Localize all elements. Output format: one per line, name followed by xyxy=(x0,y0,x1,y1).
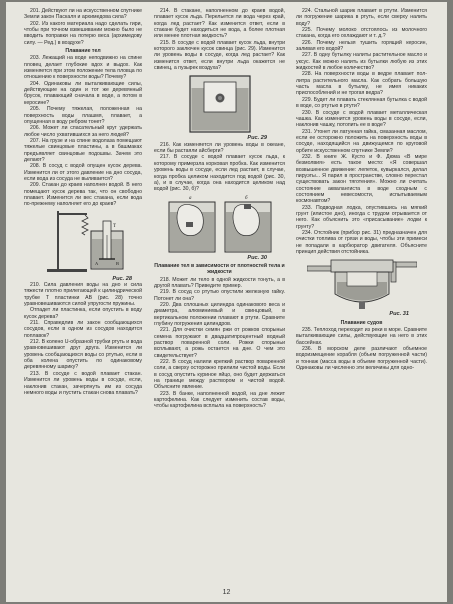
figure-30-label-a: а xyxy=(188,195,191,201)
svg-text:A: A xyxy=(95,260,99,266)
figure-30-label-b: б xyxy=(244,195,248,201)
svg-text:B: B xyxy=(116,260,120,266)
problem-206: 206. Может ли спасательный круг удержать любое число ухватившихся за него людей? xyxy=(24,125,142,138)
column-right xyxy=(296,8,427,372)
figure-29-illustration xyxy=(180,72,260,134)
problem-213: 213. В сосуде с водой плавает стакан. Изменится ли уровень воды в сосуде, если, наклонив стакан, зачерпнуть им из сосуда немного воды и пустить стакан снова плавать? xyxy=(24,370,142,396)
figure-31-caption: Рис. 31 xyxy=(389,311,409,318)
figure-29-caption: Рис. 29 xyxy=(247,135,267,142)
problem-231: 231. Утонет ли латунная гайка, смазанная маслом, если ее осторожно положить на поверхность воды в сосуде, находящийся на движущемся по круговой орбите искусственном спутнике Земли? xyxy=(296,128,427,154)
figure-28-caption: Рис. 28 xyxy=(112,275,132,282)
problem-214: 214. В стакане, наполненном до краев водой, плавает кусок льда. Перельется ли вода через край, когда лед растает? Как изменится ответ, если в стакане будет находиться не вода, а более плотная или менее плотная жидкость? xyxy=(154,8,285,40)
figure-28-illustration xyxy=(33,209,133,275)
problem-235: 235. Теплоход переходит из реки в море. Сравните выталкивающие силы, действующие на него в этих бассейнах. xyxy=(296,327,427,346)
problem-220: 220. Два сплошных цилиндра одинакового веса и диаметра, алюминиевый и свинцовый, в вертикальном положении плавают в ртути. Сравните глубину погружения цилиндров. xyxy=(154,301,285,327)
problem-201: 201. Действуют ли на искусственном спутнике Земли закон Паскаля и архимедова сила? xyxy=(24,8,142,21)
column-left xyxy=(24,8,142,396)
problem-210-question: Отпадет ли пластинка, если опустить в воду кусок дерева? xyxy=(24,307,142,320)
problem-208: 208. В сосуд с водой опущен кусок дерева. Изменится ли от этого давление на дно сосуда, если вода из сосуда не выливается? xyxy=(24,163,142,182)
problem-226: 226. Почему нельзя тушить горящий керосин, заливая его водой? xyxy=(296,39,427,53)
problem-225: 225. Почему молоко отстоялось из молочного стакана, когда его охлаждают и т. д.? xyxy=(296,27,427,40)
problem-223: 223. В банке, наполненной водой, на дне лежит картофелина. Как следует изменить состав воды, чтобы картофелина всплыла на поверхность? xyxy=(154,390,285,410)
section-heading-density: Плавание тел в зависимости от плотностей тела и жидкости xyxy=(154,262,285,276)
figure-30-illustration xyxy=(165,194,275,254)
problem-227: 227. В одну бутылку налиты растительное масло и уксус. Как можно налить из бутылки любую из этих жидкостей в любое количество? xyxy=(296,52,427,72)
problem-229: 229. Будет ли плавать стеклянная бутылка с водой в воде, со ртутью в ртути? xyxy=(296,96,427,110)
problem-224: 224. Стальной шарик плавает в ртути. Изменится ли погружение шарика в ртуть, если сверху налить воду? xyxy=(296,8,427,27)
section-heading-floating: Плавание тел xyxy=(65,48,101,55)
problem-233: 233. Подводная лодка, опустившись на мягкий грунт (илистое дно), иногда с трудом отрывается от него. Как объяснить это «присасывание» лодки к грунту? xyxy=(296,204,427,230)
problem-234: 234. Отстойник (прибор рис. 31) предназначен для очистки топлива от грязи и воды, чтобы эти примеси не попадали в карбюратор двигателя. Объясните принцип действия отстойника. xyxy=(296,230,427,256)
problem-236: 236. В морском деле различают объемное водоизмещение корабля (объем погруженной части) и тоннаж (масса воды в объеме погруженной части). Одинаковы ли численно эти величины для одно- xyxy=(296,346,427,372)
problem-217: 217. В сосуде с водой плавает кусок льда, к которому примерзла корковая пробка. Как изменится уровень воды в сосуде, если лед растает, в случае, когда пробка целиком находится под водой (рис. 30, а), и в случае, когда она находится целиком над водой (рис. 30, б)? xyxy=(154,154,285,193)
problem-219: 219. В сосуд со ртутью опустили железную гайку. Потонет ли она? xyxy=(154,289,285,302)
problem-230: 230. В сосуде с водой плавает металлическая чашка. Как изменится уровень воды в сосуде, если, наклонив чашку, потопить ее в воде? xyxy=(296,109,427,129)
svg-text:T: T xyxy=(113,223,117,229)
figure-30-caption: Рис. 30 xyxy=(247,254,267,261)
book-page xyxy=(6,2,447,602)
page-number: 12 xyxy=(222,589,231,596)
problem-209: 209. Стакан до краев наполнен водой. В него помещают кусок дерева так, что он свободно плавает. Изменится ли вес стакана, если вода по-прежнему наполняет его до краев? xyxy=(24,182,142,208)
problem-210: 210. Сила давления воды на дно и сила тяжести плотно прилегающей к цилиндрической трубке Т пластинки АВ (рис. 28) точно уравновешиваются силой упругости пружины. xyxy=(24,282,142,308)
problem-222: 222. В сосуд налили крепкий раствор поваренной соли, а сверху осторожно прилили чистой воды. Если в сосуд опустить куриное яйцо, оно будет держаться на границе между раствором и чистой водой. Объясните явление. xyxy=(154,359,285,391)
section-heading-ships: Плавание судов xyxy=(340,319,383,326)
problem-203: 203. Лежащий на воде неподвижно на спине пловец делает глубокие вдох и выдох. Как изменяется при этом положение тела пловца по отношению к поверхности воды? Почему? xyxy=(24,55,142,81)
problem-216: 216. Как изменяется ли уровень воды в океане, если бы растаяли айсберги? xyxy=(154,141,285,155)
problem-218: 218. Может ли тело в одной жидкости тонуть, а в другой плавать? Приведите пример. xyxy=(154,276,285,289)
problem-232: 232. В книге Ж. Кусто и Ф. Дюма «В мире безмолвия» есть такое место: «Я совершал возвышенное движение: лепеток, кувыркался, делал пируэты... Я парил в пространстве, словно перестал существовать закон тяготения». Можно ли считать состояние аквалангиста в воде сходным с состоянием невесомости, испытываемым космонавтом? xyxy=(296,153,427,205)
problem-205: 205. Почему тяжелая, положенная на поверхность воды плашмя, плавает, а опущенная в воду ребром тонет? xyxy=(24,106,142,125)
problem-221: 221. Для очистки семян ржи от рожков спорыньи семена погружают в двадцатипроцентный водный раствор поваренной соли. Рожки спорыньи всплывают, а рожь остается на дне. О чем это свидетельствует? xyxy=(154,327,285,359)
problem-215: 215. В сосуде с водой плавает кусок льда, внутри которого заключен кусок свинца (рис. 29). Изменится ли уровень воды в сосуде, когда лед растает? Как изменится ответ, если внутри льда окажется не свинец, а пузырек воздуха? xyxy=(154,39,285,72)
column-middle xyxy=(154,8,285,410)
problem-204: 204. Одинаковы ли выталкивающие силы, действующие на один и тот же деревянный брусок, плавающий сначала в воде, а потом в керосине? xyxy=(24,80,142,106)
problem-211: 211. Справедлив ли закон сообщающихся сосудов, если в одном из сосудов находится поплавок? xyxy=(24,320,142,339)
figure-31-illustration xyxy=(307,256,417,310)
problem-212: 212. В колено U-образной трубки ртуть и вода уравновешивают друг друга. Изменится ли уровень сообщающихся воды со ртутью, если в оба колена опустить по одинаковому деревянному шарику? xyxy=(24,339,142,371)
problem-202: 202. Из какого материала надо сделать гири, чтобы при точном взвешивании можно было не вводить поправки на потерю веса (архимедову силу. — Ред.) в воздухе? xyxy=(24,20,142,46)
problem-228: 228. На поверхности воды в ведре плавает пол-литра растительного масла. Как собрать большую часть масла в бутылку, не имея никаких приспособлений и не трогая ведра? xyxy=(296,71,427,97)
problem-207: 207. На грузе и на спине водолаза помещают тяжелые свинцовые пластины, а в башмаках предъявляет свинцовые подошвы. Зачем это делают? xyxy=(24,137,142,163)
